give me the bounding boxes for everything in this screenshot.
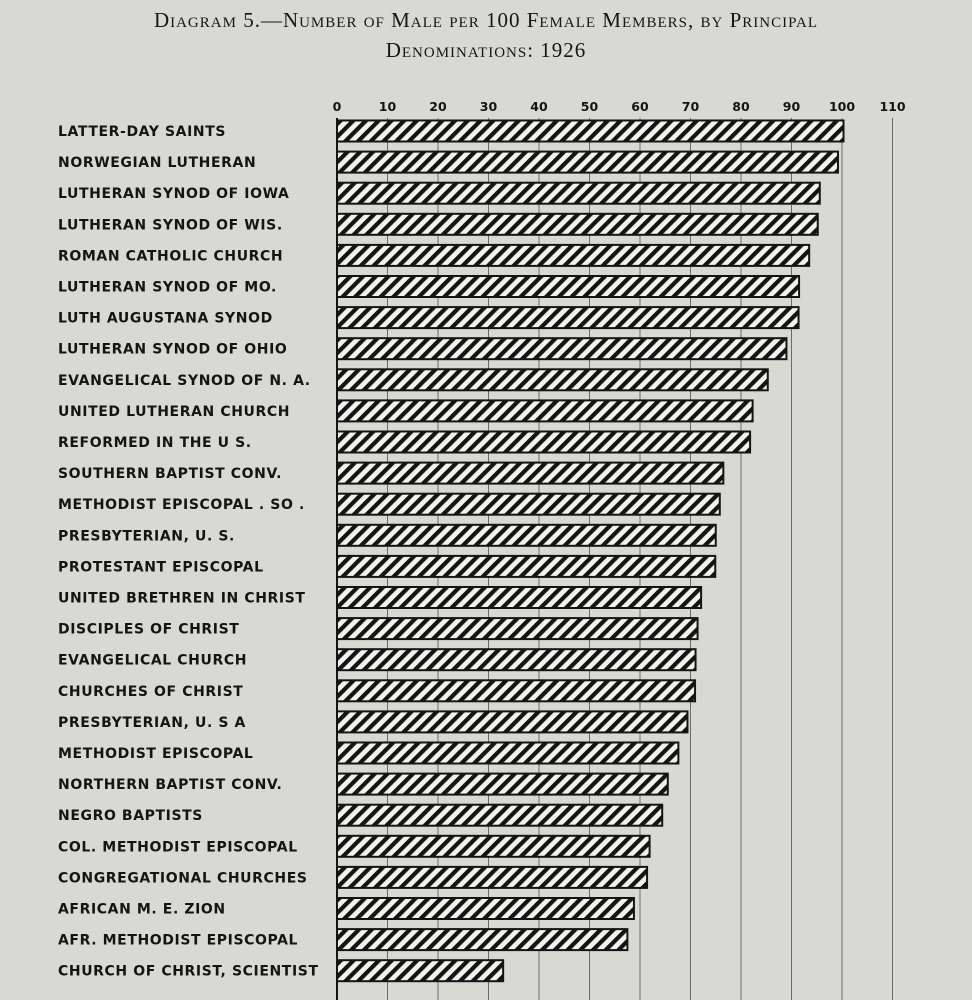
category-label: EVANGELICAL SYNOD OF N. A. xyxy=(58,372,311,389)
category-label: METHODIST EPISCOPAL . SO . xyxy=(58,497,305,514)
category-label: ROMAN CATHOLIC CHURCH xyxy=(58,248,284,265)
bar xyxy=(337,805,662,826)
category-label: NORTHERN BAPTIST CONV. xyxy=(58,777,283,794)
x-tick-label: 40 xyxy=(530,99,548,114)
bar xyxy=(337,152,838,173)
bar xyxy=(337,494,720,515)
x-tick-label: 50 xyxy=(580,99,599,114)
category-label: NEGRO BAPTISTS xyxy=(58,808,203,825)
bar xyxy=(337,463,723,484)
category-label: LUTHERAN SYNOD OF MO. xyxy=(58,279,277,296)
category-label: LUTHERAN SYNOD OF OHIO xyxy=(58,341,288,358)
category-label: CHURCHES OF CHRIST xyxy=(58,683,244,700)
x-tick-label: 20 xyxy=(429,99,447,114)
bar xyxy=(337,743,678,764)
category-label: UNITED BRETHREN IN CHRIST xyxy=(58,590,306,607)
bar xyxy=(337,525,716,546)
x-tick-label: 60 xyxy=(631,99,649,114)
category-label: LATTER-DAY SAINTS xyxy=(58,124,227,140)
bar xyxy=(337,618,698,639)
x-tick-label: 0 xyxy=(332,99,342,114)
bar xyxy=(337,649,696,670)
bar xyxy=(337,960,503,981)
chart-title: Diagram 5.—Number of Male per 100 Female Members, by Principal xyxy=(153,8,819,32)
category-label: NORWEGIAN LUTHERAN xyxy=(58,155,257,172)
category-label: AFR. METHODIST EPISCOPAL xyxy=(58,932,299,949)
bar xyxy=(337,183,820,204)
bar xyxy=(337,711,687,732)
category-label: LUTH AUGUSTANA SYNOD xyxy=(58,310,273,327)
bar xyxy=(337,214,818,235)
x-tick-label: 80 xyxy=(732,99,750,114)
bar xyxy=(337,276,799,297)
bar xyxy=(337,121,844,142)
category-label: LUTHERAN SYNOD OF IOWA xyxy=(58,186,290,203)
bar xyxy=(337,556,715,577)
category-label: PROTESTANT EPISCOPAL xyxy=(58,559,264,576)
category-label: UNITED LUTHERAN CHURCH xyxy=(58,403,291,420)
bar xyxy=(337,929,627,950)
bar xyxy=(337,680,695,701)
x-tick-label: 70 xyxy=(681,99,700,114)
bar xyxy=(337,432,750,453)
bar xyxy=(337,245,809,266)
category-label: AFRICAN M. E. ZION xyxy=(58,901,226,918)
x-tick-label: 90 xyxy=(782,99,801,114)
x-tick-label: 100 xyxy=(828,99,856,114)
category-label: SOUTHERN BAPTIST CONV. xyxy=(58,466,283,483)
category-label: METHODIST EPISCOPAL xyxy=(58,746,254,762)
category-label: EVANGELICAL CHURCH xyxy=(58,652,248,669)
bar xyxy=(337,587,701,608)
category-label: LUTHERAN SYNOD OF WIS. xyxy=(58,217,283,234)
category-label: CONGREGATIONAL CHURCHES xyxy=(58,870,308,887)
bar xyxy=(337,338,786,359)
x-tick-label: 10 xyxy=(378,99,397,114)
bar xyxy=(337,774,668,795)
category-label: CHURCH OF CHRIST, SCIENTIST xyxy=(58,963,319,980)
category-label: PRESBYTERIAN, U. S. xyxy=(58,528,235,545)
x-tick-label: 30 xyxy=(479,99,498,114)
category-label: PRESBYTERIAN, U. S A xyxy=(58,714,246,731)
bar xyxy=(337,898,634,919)
category-label: REFORMED IN THE U S. xyxy=(58,435,252,451)
category-label: DISCIPLES OF CHRIST xyxy=(58,621,240,638)
x-tick-label: 110 xyxy=(879,99,906,114)
category-label: COL. METHODIST EPISCOPAL xyxy=(58,839,298,856)
chart-subtitle: Denominations: 1926 xyxy=(385,38,587,62)
bar xyxy=(337,836,650,857)
bar xyxy=(337,307,799,328)
bar xyxy=(337,400,753,421)
bar xyxy=(337,867,647,888)
bar xyxy=(337,369,768,390)
